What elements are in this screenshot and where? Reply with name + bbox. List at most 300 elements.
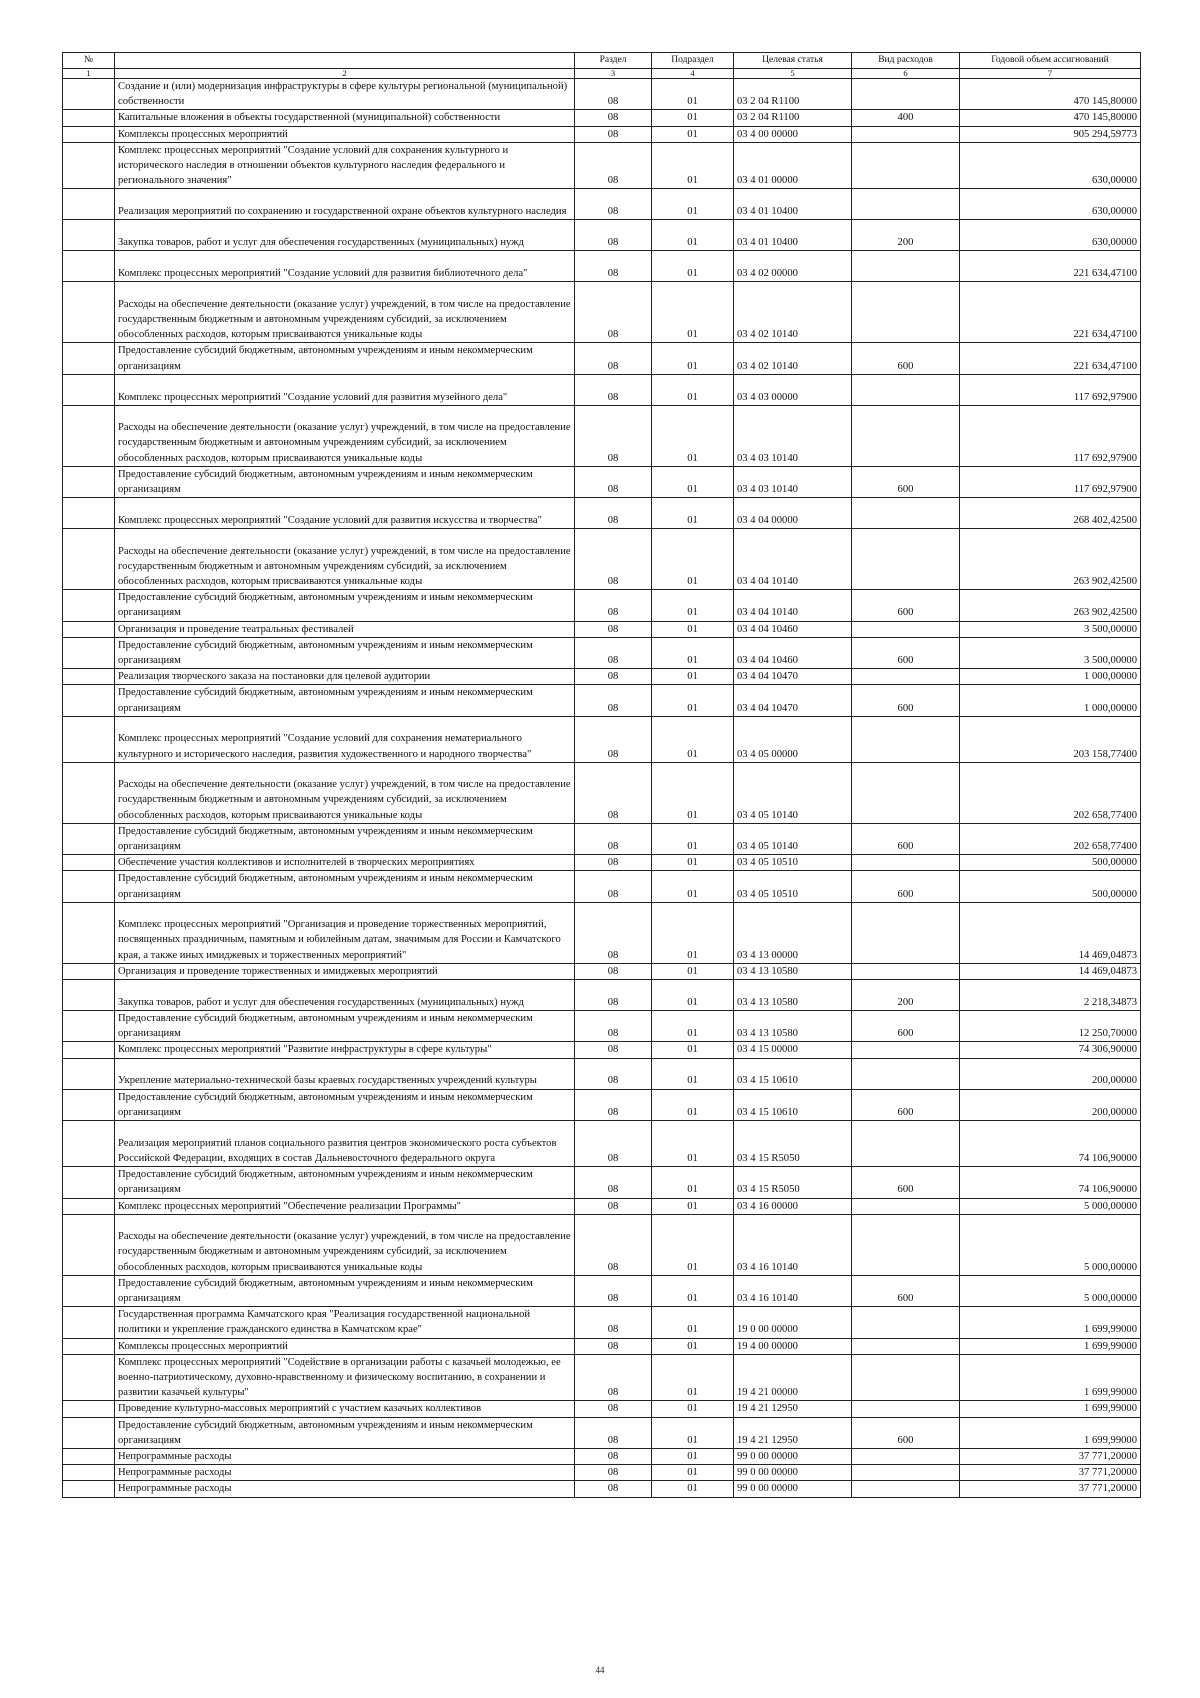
- row-razdel-cell: 08: [575, 374, 652, 405]
- row-razdel-cell: 08: [575, 762, 652, 823]
- table-row: [63, 902, 1141, 963]
- row-number-cell: [63, 1121, 115, 1167]
- row-name-cell: Комплекс процессных мероприятий "Создание условий для развития библиотечного дела": [115, 251, 575, 282]
- row-expense-type-cell: [852, 498, 960, 529]
- column-number: 7: [960, 69, 1141, 79]
- page-number: 44: [595, 1665, 605, 1675]
- row-number-cell: [63, 621, 115, 637]
- row-podrazdel-cell: 01: [652, 1448, 734, 1464]
- row-expense-type-cell: [852, 621, 960, 637]
- row-podrazdel-cell: 01: [652, 669, 734, 685]
- row-number-cell: [63, 1167, 115, 1198]
- row-razdel-cell: 08: [575, 1042, 652, 1058]
- row-expense-type-cell: [852, 251, 960, 282]
- row-podrazdel-cell: 01: [652, 498, 734, 529]
- column-number: 4: [652, 69, 734, 79]
- row-podrazdel-cell: 01: [652, 716, 734, 762]
- row-expense-type-cell: 600: [852, 685, 960, 716]
- row-razdel-cell: 08: [575, 110, 652, 126]
- table-row: [63, 1198, 1141, 1214]
- row-expense-type-cell: 400: [852, 110, 960, 126]
- row-target-article-cell: 03 2 04 R1100: [734, 110, 852, 126]
- row-name-cell: Создание и (или) модернизация инфраструктуры в сфере культуры региональной (муниципальной) собственности: [115, 79, 575, 110]
- row-number-cell: [63, 79, 115, 110]
- table-row: [63, 1354, 1141, 1401]
- row-podrazdel-cell: 01: [652, 405, 734, 466]
- row-number-cell: [63, 1198, 115, 1214]
- row-podrazdel-cell: 01: [652, 79, 734, 110]
- header-annual-volume: Годовой объем ассигнований: [960, 53, 1141, 69]
- row-podrazdel-cell: 01: [652, 282, 734, 343]
- row-name-cell: Предоставление субсидий бюджетным, автономным учреждениям и иным некоммерческим организациям: [115, 1417, 575, 1448]
- row-target-article-cell: 03 4 05 10140: [734, 762, 852, 823]
- row-name-cell: Предоставление субсидий бюджетным, автономным учреждениям и иным некоммерческим организациям: [115, 1011, 575, 1042]
- row-number-cell: [63, 126, 115, 142]
- row-sum-cell: 37 771,20000: [960, 1465, 1141, 1481]
- row-name-cell: Закупка товаров, работ и услуг для обеспечения государственных (муниципальных) нужд: [115, 980, 575, 1011]
- row-number-cell: [63, 963, 115, 979]
- table-row: [63, 189, 1141, 220]
- row-expense-type-cell: [852, 1338, 960, 1354]
- row-name-cell: Комплекс процессных мероприятий "Создание условий для сохранения нематериального культурного и исторического наследия, развития художественного и народного творчества": [115, 716, 575, 762]
- row-target-article-cell: 19 4 21 12950: [734, 1417, 852, 1448]
- row-expense-type-cell: [852, 126, 960, 142]
- row-podrazdel-cell: 01: [652, 685, 734, 716]
- row-podrazdel-cell: 01: [652, 762, 734, 823]
- row-number-cell: [63, 466, 115, 497]
- row-number-cell: [63, 1011, 115, 1042]
- row-sum-cell: 630,00000: [960, 142, 1141, 189]
- row-number-cell: [63, 980, 115, 1011]
- row-razdel-cell: 08: [575, 637, 652, 668]
- row-razdel-cell: 08: [575, 405, 652, 466]
- row-razdel-cell: 08: [575, 1354, 652, 1401]
- table-row: [63, 1307, 1141, 1338]
- row-name-cell: Предоставление субсидий бюджетным, автономным учреждениям и иным некоммерческим организациям: [115, 590, 575, 621]
- row-target-article-cell: 03 4 01 00000: [734, 142, 852, 189]
- row-sum-cell: 202 658,77400: [960, 823, 1141, 854]
- row-podrazdel-cell: 01: [652, 855, 734, 871]
- row-target-article-cell: 03 4 04 00000: [734, 498, 852, 529]
- row-podrazdel-cell: 01: [652, 1401, 734, 1417]
- table-row: [63, 1401, 1141, 1417]
- row-sum-cell: 268 402,42500: [960, 498, 1141, 529]
- row-target-article-cell: 03 4 16 10140: [734, 1275, 852, 1306]
- row-name-cell: Расходы на обеспечение деятельности (оказание услуг) учреждений, в том числе на предоставление государственным бюджетным и автономным учреждениям субсидий, за исключением обособленных расходов, которым присваиваются уникальные коды: [115, 405, 575, 466]
- row-target-article-cell: 03 4 04 10460: [734, 637, 852, 668]
- row-podrazdel-cell: 01: [652, 189, 734, 220]
- row-name-cell: Предоставление субсидий бюджетным, автономным учреждениям и иным некоммерческим организациям: [115, 466, 575, 497]
- row-razdel-cell: 08: [575, 1121, 652, 1167]
- header-razdel: Раздел: [575, 53, 652, 69]
- row-name-cell: Реализация мероприятий по сохранению и государственной охране объектов культурного наследия: [115, 189, 575, 220]
- row-number-cell: [63, 1307, 115, 1338]
- row-target-article-cell: 03 4 03 10140: [734, 466, 852, 497]
- row-expense-type-cell: 600: [852, 1089, 960, 1120]
- row-target-article-cell: 03 4 04 10460: [734, 621, 852, 637]
- row-razdel-cell: 08: [575, 963, 652, 979]
- row-razdel-cell: 08: [575, 79, 652, 110]
- row-expense-type-cell: [852, 529, 960, 590]
- row-name-cell: Предоставление субсидий бюджетным, автономным учреждениям и иным некоммерческим организациям: [115, 637, 575, 668]
- row-sum-cell: 1 699,99000: [960, 1307, 1141, 1338]
- row-razdel-cell: 08: [575, 823, 652, 854]
- row-target-article-cell: 03 4 15 R5050: [734, 1121, 852, 1167]
- row-podrazdel-cell: 01: [652, 1481, 734, 1497]
- row-name-cell: Предоставление субсидий бюджетным, автономным учреждениям и иным некоммерческим организациям: [115, 823, 575, 854]
- table-row: [63, 251, 1141, 282]
- row-sum-cell: 470 145,80000: [960, 79, 1141, 110]
- table-row: [63, 1167, 1141, 1198]
- row-sum-cell: 500,00000: [960, 855, 1141, 871]
- row-name-cell: Непрограммные расходы: [115, 1481, 575, 1497]
- row-podrazdel-cell: 01: [652, 1042, 734, 1058]
- row-expense-type-cell: [852, 762, 960, 823]
- row-razdel-cell: 08: [575, 1198, 652, 1214]
- row-razdel-cell: 08: [575, 669, 652, 685]
- table-row: [63, 980, 1141, 1011]
- row-podrazdel-cell: 01: [652, 1121, 734, 1167]
- row-sum-cell: 3 500,00000: [960, 621, 1141, 637]
- row-podrazdel-cell: 01: [652, 1214, 734, 1275]
- row-name-cell: Комплекс процессных мероприятий "Создание условий для развития искусства и творчества": [115, 498, 575, 529]
- table-row: [63, 110, 1141, 126]
- row-target-article-cell: 03 4 16 10140: [734, 1214, 852, 1275]
- row-razdel-cell: 08: [575, 871, 652, 902]
- row-name-cell: Комплекс процессных мероприятий "Обеспечение реализации Программы": [115, 1198, 575, 1214]
- row-podrazdel-cell: 01: [652, 1417, 734, 1448]
- row-razdel-cell: 08: [575, 466, 652, 497]
- row-number-cell: [63, 1042, 115, 1058]
- table-row: [63, 1448, 1141, 1464]
- row-number-cell: [63, 685, 115, 716]
- row-expense-type-cell: [852, 1198, 960, 1214]
- row-target-article-cell: 03 4 05 10140: [734, 823, 852, 854]
- row-podrazdel-cell: 01: [652, 374, 734, 405]
- row-name-cell: Закупка товаров, работ и услуг для обеспечения государственных (муниципальных) нужд: [115, 220, 575, 251]
- table-row: [63, 1011, 1141, 1042]
- row-podrazdel-cell: 01: [652, 126, 734, 142]
- column-number: 2: [115, 69, 575, 79]
- row-sum-cell: 1 699,99000: [960, 1338, 1141, 1354]
- row-name-cell: Укрепление материально-технической базы краевых государственных учреждений культуры: [115, 1058, 575, 1089]
- row-number-cell: [63, 1058, 115, 1089]
- row-target-article-cell: 19 4 00 00000: [734, 1338, 852, 1354]
- row-target-article-cell: 99 0 00 00000: [734, 1465, 852, 1481]
- table-row: [63, 685, 1141, 716]
- row-target-article-cell: 03 4 01 10400: [734, 189, 852, 220]
- row-number-cell: [63, 871, 115, 902]
- row-target-article-cell: 03 4 03 10140: [734, 405, 852, 466]
- header-target-article: Целевая статья: [734, 53, 852, 69]
- row-number-cell: [63, 220, 115, 251]
- row-expense-type-cell: [852, 1401, 960, 1417]
- row-expense-type-cell: 600: [852, 1417, 960, 1448]
- row-target-article-cell: 03 4 15 10610: [734, 1089, 852, 1120]
- row-sum-cell: 905 294,59773: [960, 126, 1141, 142]
- row-podrazdel-cell: 01: [652, 1167, 734, 1198]
- row-target-article-cell: 03 4 13 10580: [734, 1011, 852, 1042]
- row-target-article-cell: 03 4 13 10580: [734, 963, 852, 979]
- row-sum-cell: 630,00000: [960, 220, 1141, 251]
- row-number-cell: [63, 762, 115, 823]
- row-expense-type-cell: [852, 1354, 960, 1401]
- column-number-row: [63, 69, 1141, 79]
- table-row: [63, 963, 1141, 979]
- row-expense-type-cell: 600: [852, 637, 960, 668]
- table-row: [63, 1338, 1141, 1354]
- row-number-cell: [63, 823, 115, 854]
- row-sum-cell: 3 500,00000: [960, 637, 1141, 668]
- row-expense-type-cell: [852, 1058, 960, 1089]
- table-row: [63, 529, 1141, 590]
- table-row: [63, 466, 1141, 497]
- row-sum-cell: 200,00000: [960, 1058, 1141, 1089]
- table-row: [63, 79, 1141, 110]
- row-razdel-cell: 08: [575, 1465, 652, 1481]
- row-podrazdel-cell: 01: [652, 1198, 734, 1214]
- table-header-row: [63, 53, 1141, 69]
- row-expense-type-cell: [852, 1042, 960, 1058]
- row-target-article-cell: 03 4 16 00000: [734, 1198, 852, 1214]
- row-target-article-cell: 03 4 05 00000: [734, 716, 852, 762]
- row-target-article-cell: 03 4 15 R5050: [734, 1167, 852, 1198]
- row-sum-cell: 14 469,04873: [960, 902, 1141, 963]
- row-podrazdel-cell: 01: [652, 963, 734, 979]
- row-number-cell: [63, 529, 115, 590]
- table-row: [63, 871, 1141, 902]
- row-expense-type-cell: [852, 1448, 960, 1464]
- row-expense-type-cell: 600: [852, 1011, 960, 1042]
- row-podrazdel-cell: 01: [652, 142, 734, 189]
- row-expense-type-cell: 200: [852, 980, 960, 1011]
- row-podrazdel-cell: 01: [652, 251, 734, 282]
- row-number-cell: [63, 1401, 115, 1417]
- row-razdel-cell: 08: [575, 590, 652, 621]
- row-name-cell: Комплексы процессных мероприятий: [115, 126, 575, 142]
- row-razdel-cell: 08: [575, 685, 652, 716]
- row-name-cell: Предоставление субсидий бюджетным, автономным учреждениям и иным некоммерческим организациям: [115, 1089, 575, 1120]
- header-podrazdel: Подраздел: [652, 53, 734, 69]
- row-razdel-cell: 08: [575, 1401, 652, 1417]
- table-row: [63, 823, 1141, 854]
- row-number-cell: [63, 1089, 115, 1120]
- column-number: 6: [852, 69, 960, 79]
- row-name-cell: Предоставление субсидий бюджетным, автономным учреждениям и иным некоммерческим организациям: [115, 343, 575, 374]
- row-target-article-cell: 99 0 00 00000: [734, 1448, 852, 1464]
- row-podrazdel-cell: 01: [652, 110, 734, 126]
- row-expense-type-cell: [852, 189, 960, 220]
- row-razdel-cell: 08: [575, 621, 652, 637]
- table-row: [63, 1121, 1141, 1167]
- row-podrazdel-cell: 01: [652, 1275, 734, 1306]
- row-sum-cell: 14 469,04873: [960, 963, 1141, 979]
- row-podrazdel-cell: 01: [652, 590, 734, 621]
- row-razdel-cell: 08: [575, 1214, 652, 1275]
- row-podrazdel-cell: 01: [652, 1338, 734, 1354]
- row-expense-type-cell: [852, 374, 960, 405]
- row-name-cell: Предоставление субсидий бюджетным, автономным учреждениям и иным некоммерческим организациям: [115, 871, 575, 902]
- row-number-cell: [63, 110, 115, 126]
- table-body: [63, 79, 1141, 1498]
- row-expense-type-cell: 600: [852, 1167, 960, 1198]
- budget-table: [62, 52, 1141, 1498]
- table-row: [63, 1214, 1141, 1275]
- row-target-article-cell: 03 4 04 10470: [734, 685, 852, 716]
- table-row: [63, 142, 1141, 189]
- budget-sheet: [62, 52, 1140, 1498]
- row-name-cell: Предоставление субсидий бюджетным, автономным учреждениям и иным некоммерческим организациям: [115, 1167, 575, 1198]
- row-name-cell: Непрограммные расходы: [115, 1465, 575, 1481]
- row-name-cell: Обеспечение участия коллективов и исполнителей в творческих мероприятиях: [115, 855, 575, 871]
- row-name-cell: Капитальные вложения в объекты государственной (муниципальной) собственности: [115, 110, 575, 126]
- row-number-cell: [63, 1338, 115, 1354]
- row-number-cell: [63, 142, 115, 189]
- row-sum-cell: 117 692,97900: [960, 374, 1141, 405]
- row-sum-cell: 37 771,20000: [960, 1448, 1141, 1464]
- column-number: 3: [575, 69, 652, 79]
- row-razdel-cell: 08: [575, 251, 652, 282]
- table-row: [63, 1089, 1141, 1120]
- row-name-cell: Комплекс процессных мероприятий "Создание условий для развития музейного дела": [115, 374, 575, 405]
- row-name-cell: Комплекс процессных мероприятий "Развитие инфраструктуры в сфере культуры": [115, 1042, 575, 1058]
- row-sum-cell: 117 692,97900: [960, 466, 1141, 497]
- row-name-cell: Проведение культурно-массовых мероприятий с участием казачьих коллективов: [115, 1401, 575, 1417]
- row-expense-type-cell: [852, 669, 960, 685]
- row-sum-cell: 117 692,97900: [960, 405, 1141, 466]
- row-razdel-cell: 08: [575, 1167, 652, 1198]
- table-row: [63, 374, 1141, 405]
- row-name-cell: Расходы на обеспечение деятельности (оказание услуг) учреждений, в том числе на предоставление государственным бюджетным и автономным учреждениям субсидий, за исключением обособленных расходов, которым присваиваются уникальные коды: [115, 762, 575, 823]
- row-target-article-cell: 19 0 00 00000: [734, 1307, 852, 1338]
- row-sum-cell: 74 306,90000: [960, 1042, 1141, 1058]
- row-number-cell: [63, 189, 115, 220]
- row-razdel-cell: 08: [575, 1307, 652, 1338]
- row-number-cell: [63, 637, 115, 668]
- table-row: [63, 1417, 1141, 1448]
- row-number-cell: [63, 590, 115, 621]
- row-name-cell: Организация и проведение театральных фестивалей: [115, 621, 575, 637]
- row-number-cell: [63, 405, 115, 466]
- row-name-cell: Комплекс процессных мероприятий "Содействие в организации работы с казачьей молодежью, ее военно-патриотическому, духовно-нравственному и физическому воспитанию, в сохранении и развитии казачьей культуры": [115, 1354, 575, 1401]
- row-podrazdel-cell: 01: [652, 343, 734, 374]
- row-razdel-cell: 08: [575, 343, 652, 374]
- row-sum-cell: 202 658,77400: [960, 762, 1141, 823]
- table-row: [63, 669, 1141, 685]
- row-name-cell: Непрограммные расходы: [115, 1448, 575, 1464]
- row-razdel-cell: 08: [575, 142, 652, 189]
- row-target-article-cell: 03 4 02 10140: [734, 282, 852, 343]
- row-sum-cell: 1 699,99000: [960, 1401, 1141, 1417]
- row-sum-cell: 74 106,90000: [960, 1121, 1141, 1167]
- row-target-article-cell: 03 4 15 10610: [734, 1058, 852, 1089]
- row-razdel-cell: 08: [575, 1058, 652, 1089]
- row-razdel-cell: 08: [575, 282, 652, 343]
- table-row: [63, 405, 1141, 466]
- row-target-article-cell: 99 0 00 00000: [734, 1481, 852, 1497]
- row-number-cell: [63, 855, 115, 871]
- table-row: [63, 762, 1141, 823]
- row-target-article-cell: 03 4 02 00000: [734, 251, 852, 282]
- row-sum-cell: 500,00000: [960, 871, 1141, 902]
- table-row: [63, 1275, 1141, 1306]
- row-expense-type-cell: 600: [852, 343, 960, 374]
- row-expense-type-cell: 600: [852, 871, 960, 902]
- row-number-cell: [63, 282, 115, 343]
- row-podrazdel-cell: 01: [652, 1354, 734, 1401]
- row-sum-cell: 12 250,70000: [960, 1011, 1141, 1042]
- row-podrazdel-cell: 01: [652, 621, 734, 637]
- row-podrazdel-cell: 01: [652, 980, 734, 1011]
- table-row: [63, 1481, 1141, 1497]
- column-number: 1: [63, 69, 115, 79]
- row-target-article-cell: 03 4 01 10400: [734, 220, 852, 251]
- row-sum-cell: 2 218,34873: [960, 980, 1141, 1011]
- row-razdel-cell: 08: [575, 980, 652, 1011]
- row-target-article-cell: 19 4 21 00000: [734, 1354, 852, 1401]
- row-podrazdel-cell: 01: [652, 529, 734, 590]
- row-podrazdel-cell: 01: [652, 637, 734, 668]
- row-podrazdel-cell: 01: [652, 902, 734, 963]
- table-row: [63, 855, 1141, 871]
- column-number: 5: [734, 69, 852, 79]
- table-row: [63, 1465, 1141, 1481]
- row-number-cell: [63, 716, 115, 762]
- row-sum-cell: 203 158,77400: [960, 716, 1141, 762]
- row-target-article-cell: 19 4 21 12950: [734, 1401, 852, 1417]
- table-row: [63, 637, 1141, 668]
- row-razdel-cell: 08: [575, 1448, 652, 1464]
- row-sum-cell: 221 634,47100: [960, 343, 1141, 374]
- row-razdel-cell: 08: [575, 126, 652, 142]
- row-target-article-cell: 03 4 05 10510: [734, 871, 852, 902]
- row-expense-type-cell: [852, 142, 960, 189]
- row-target-article-cell: 03 4 02 10140: [734, 343, 852, 374]
- row-podrazdel-cell: 01: [652, 1307, 734, 1338]
- row-sum-cell: 1 699,99000: [960, 1354, 1141, 1401]
- row-expense-type-cell: [852, 1121, 960, 1167]
- table-row: [63, 590, 1141, 621]
- row-expense-type-cell: [852, 282, 960, 343]
- row-expense-type-cell: [852, 963, 960, 979]
- row-podrazdel-cell: 01: [652, 466, 734, 497]
- row-name-cell: Расходы на обеспечение деятельности (оказание услуг) учреждений, в том числе на предоставление государственным бюджетным и автономным учреждениям субсидий, за исключением обособленных расходов, которым присваиваются уникальные коды: [115, 1214, 575, 1275]
- row-sum-cell: 37 771,20000: [960, 1481, 1141, 1497]
- row-razdel-cell: 08: [575, 220, 652, 251]
- row-number-cell: [63, 669, 115, 685]
- row-sum-cell: 5 000,00000: [960, 1198, 1141, 1214]
- row-razdel-cell: 08: [575, 1089, 652, 1120]
- row-name-cell: Комплекс процессных мероприятий "Создание условий для сохранения культурного и исторического наследия в отношении объектов культурного наследия федерального и регионального значения": [115, 142, 575, 189]
- row-name-cell: Реализация мероприятий планов социального развития центров экономического роста субъектов Российской Федерации, входящих в состав Дальневосточного федерального округа: [115, 1121, 575, 1167]
- row-sum-cell: 221 634,47100: [960, 282, 1141, 343]
- row-target-article-cell: 03 4 13 10580: [734, 980, 852, 1011]
- row-expense-type-cell: [852, 1214, 960, 1275]
- header-num: №: [63, 53, 115, 69]
- row-razdel-cell: 08: [575, 189, 652, 220]
- row-number-cell: [63, 374, 115, 405]
- row-number-cell: [63, 1448, 115, 1464]
- row-number-cell: [63, 1354, 115, 1401]
- table-row: [63, 498, 1141, 529]
- row-podrazdel-cell: 01: [652, 220, 734, 251]
- row-expense-type-cell: [852, 405, 960, 466]
- row-sum-cell: 263 902,42500: [960, 529, 1141, 590]
- row-razdel-cell: 08: [575, 1481, 652, 1497]
- row-expense-type-cell: 600: [852, 466, 960, 497]
- row-razdel-cell: 08: [575, 902, 652, 963]
- row-number-cell: [63, 498, 115, 529]
